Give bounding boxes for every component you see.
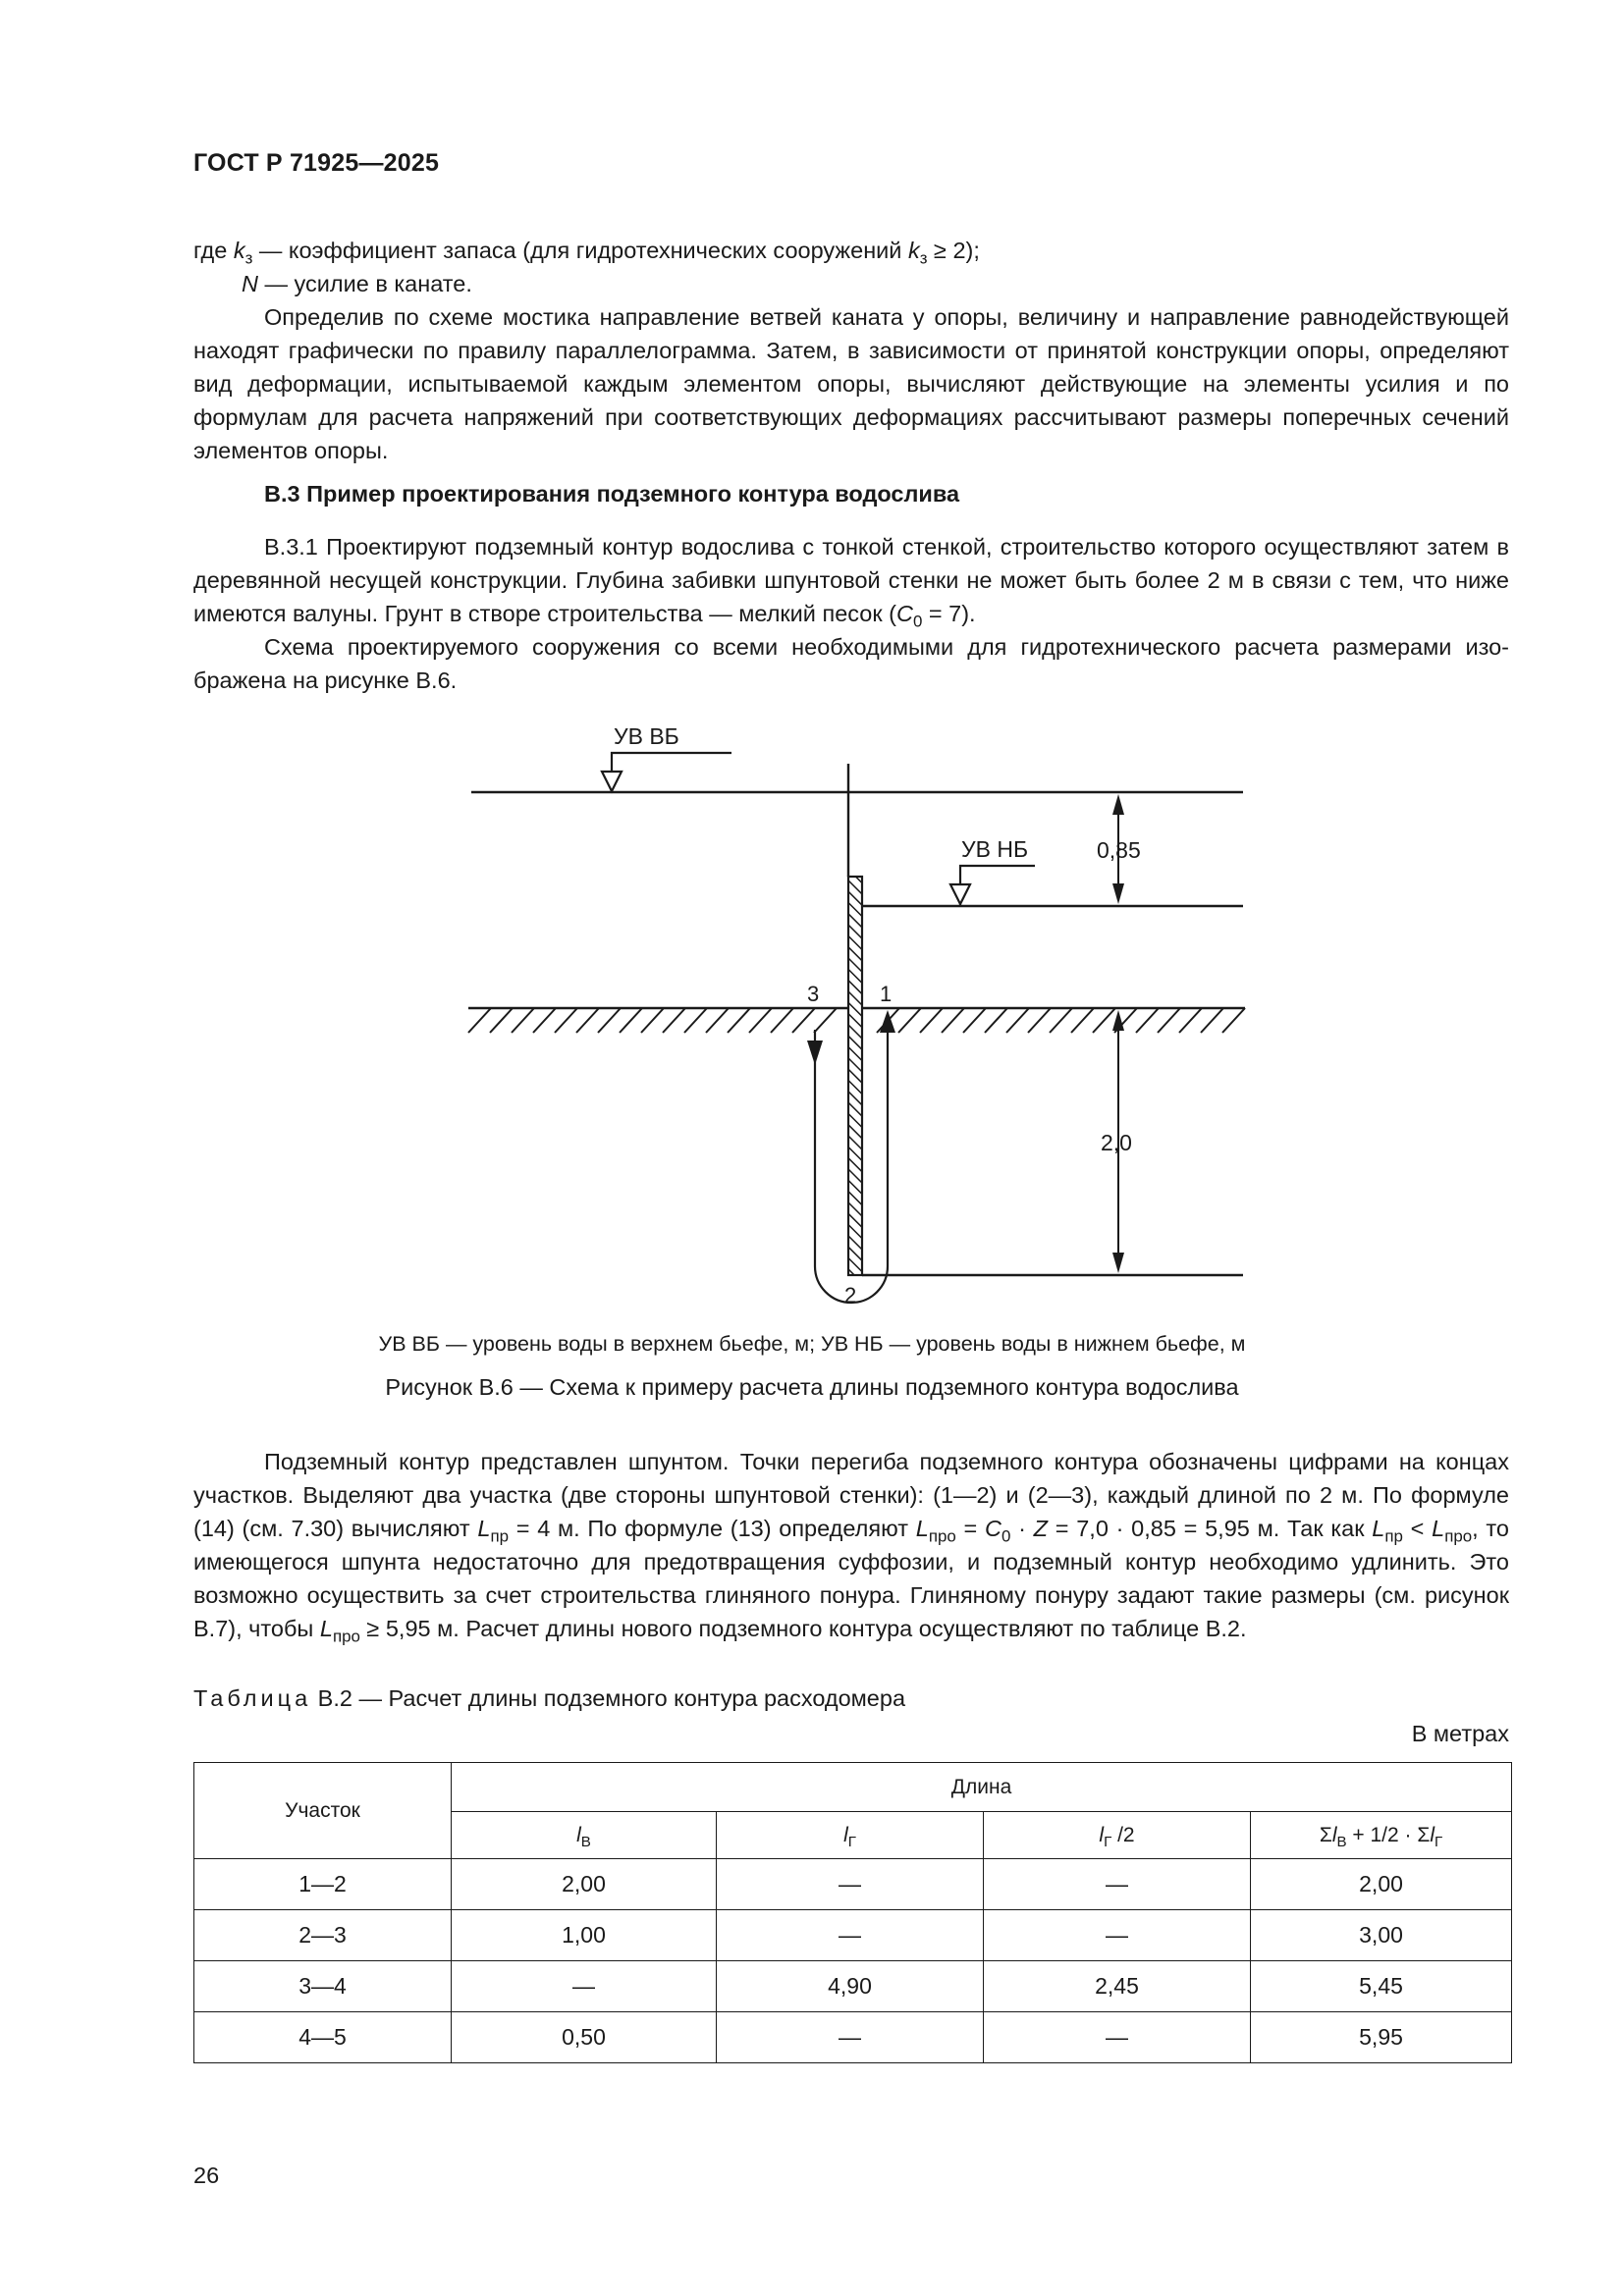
cell-section: 3—4 [194,1961,452,2012]
header-lg-sym: l [843,1823,848,1846]
cell-sum: 3,00 [1251,1910,1512,1961]
header-sum-sub: Г [1435,1833,1443,1850]
upper-water-marker-icon [602,772,622,791]
header-section: Участок [194,1763,452,1859]
p2-symbol-c-sub: 0 [912,612,923,631]
table-title-rest: В.2 — Расчет длины подземного контура расходомера [311,1685,906,1711]
p4-sub-pr: пр [490,1526,509,1546]
point-label-1: 1 [880,982,893,1006]
p4-part: , то имеющегося шпунта недостаточно для предотвращения суффозии, и подземный контур необходимо удлинить. Это возможно осуществить за счет строительства глиняного понура. Глиняному понуру задают такие размеры (см. рисунок В.7), чтобы [193,1516,1509,1641]
cell-section: 4—5 [194,2012,452,2063]
header-sum [1251,1812,1512,1859]
page-number: 26 [193,2163,220,2188]
dimension-arrow-bottom [1112,883,1124,904]
p4-sub-0: 0 [1001,1526,1011,1546]
p2-after: = 7). [922,601,976,626]
symbol-k-sub: з [244,248,253,268]
figure-legend: УВ ВБ — уровень воды в верхнем бьефе, м; УВ НБ — уровень воды в нижнем бьефе, м [378,1332,1246,1356]
table-unit: В метрах [1411,1721,1509,1746]
p4-symbol-l: L [477,1516,491,1541]
definition-text: усилие в канате. [294,271,472,296]
p4-part: = 7,0 · 0,85 = 5,95 м. Так как [1048,1516,1373,1541]
p4-part: < [1402,1516,1433,1541]
definitions-lead: где [193,238,228,263]
header-lv-sub: В [580,1833,591,1850]
symbol-n: N [242,271,258,296]
cell-lg: — [717,1910,984,1961]
point-label-2: 2 [844,1283,857,1308]
p4-part: = [955,1516,985,1541]
p2-symbol-c: C [895,601,913,626]
p4-sub-pro: про [928,1526,956,1546]
p4-part: = 4 м. По формуле (13) определяют [509,1516,916,1541]
p4-part: · [1010,1516,1034,1541]
paragraph-4-text [193,1445,1509,1645]
cell-lv: — [452,1961,717,2012]
document-header: ГОСТ Р 71925—2025 [193,149,440,177]
inline-symbol-k-sub: з [919,248,928,268]
section-heading: В.3 Пример проектирования подземного контура водослива [264,481,960,507]
table-row [194,1859,1512,1910]
p4-sub-pro: про [332,1627,360,1646]
p4-sub-pro: про [1444,1526,1473,1546]
upper-water-marker-line [612,753,731,791]
cell-lg-half: — [984,2012,1251,2063]
p4-symbol-z: Z [1033,1516,1049,1541]
dimension-arrow-top [1112,794,1124,815]
definition-text-tail: ≥ 2); [927,238,980,263]
table-row [194,1910,1512,1961]
cell-sum: 5,95 [1251,2012,1512,2063]
dimension-arrow-top [1112,1010,1124,1031]
cell-lg: 4,90 [717,1961,984,2012]
table-title [193,1685,905,1712]
cell-lv: 2,00 [452,1859,717,1910]
dimension-arrow-bottom [1112,1253,1124,1273]
header-sum-l: l [1430,1823,1435,1846]
header-length-group: Длина [452,1763,1512,1812]
cell-sum: 5,45 [1251,1961,1512,2012]
header-sum-sub: В [1336,1833,1347,1850]
lower-water-marker-icon [950,884,970,904]
upper-water-label: УВ ВБ [614,723,679,749]
p2-before: В.3.1 Проектируют подземный контур водослива с тонкой стенкой, строительство которого осуществляют затем в деревянной несущей конструкции. Глубина забивки шпунтовой стенки не может быть более 2 м в связи с тем, что ниже имеются валуны. Грунт в створе строительства — мелкий песок ( [193,534,1509,626]
p4-symbol-c: C [984,1516,1001,1541]
table-title-word: Таблица [193,1685,312,1711]
contour-arrow-up [880,1010,895,1033]
paragraph-4 [193,1445,1509,1645]
paragraph-3-text: Схема проектируемого сооружения со всеми необходимыми для гидротехнического расчета размерами изображена на рисунке В.6. [193,634,1509,693]
header-lg-sub: Г [1104,1833,1112,1850]
cell-lg: — [717,2012,984,2063]
p4-symbol-l: L [915,1516,929,1541]
p4-symbol-l: L [319,1616,333,1641]
definition-dash: — [264,271,289,296]
header-lv [452,1812,717,1859]
dimension-label-20: 2,0 [1101,1130,1132,1155]
point-label-3: 3 [807,982,820,1006]
lower-water-label: УВ НБ [961,836,1029,862]
cell-section: 1—2 [194,1859,452,1910]
header-lg-sym: l [1099,1823,1105,1846]
symbol-k: k [233,238,245,263]
header-sum-sigma: Σ [1319,1823,1332,1846]
dimension-label-085: 0,85 [1097,837,1141,863]
cell-lg-half: — [984,1910,1251,1961]
p4-symbol-l: L [1432,1516,1445,1541]
table-row [194,2012,1512,2063]
header-lg-half [984,1812,1251,1859]
cell-lv: 0,50 [452,2012,717,2063]
p4-sub-pr: пр [1384,1526,1403,1546]
definition-text: коэффициент запаса (для гидротехнических сооружений [288,238,908,263]
figure-caption: Рисунок В.6 — Схема к примеру расчета длины подземного контура водослива [385,1374,1239,1400]
paragraph-1-text: Определив по схеме мостика направление ветвей каната у опоры, величину и направление равнодействующей находят графически по правилу параллелограмма. Затем, в зависимости от принятой конструкции опоры, определяют вид деформации, испытываемой каждым элементом опоры, вычисляют действующие на элементы усилия и по формулам для расчета напряжений при соответствующих деформациях рассчитывают размеры поперечных сечений элементов опоры. [193,304,1509,463]
header-sum-l: l [1331,1823,1337,1846]
p4-symbol-l: L [1372,1516,1385,1541]
cell-lg-half: — [984,1859,1251,1910]
header-sum-mid: + 1/2 · Σ [1346,1823,1431,1846]
cell-lg-half: 2,45 [984,1961,1251,2012]
length-table [193,1762,1512,2063]
definition-dash: — [258,238,283,263]
header-lg-sub: Г [847,1833,856,1850]
inline-symbol-k: k [907,238,920,263]
header-lv-sym: l [576,1823,581,1846]
cell-section: 2—3 [194,1910,452,1961]
contour-arrow-down [807,1041,823,1065]
header-lg-tail: /2 [1111,1823,1135,1846]
cell-sum: 2,00 [1251,1859,1512,1910]
cell-lv: 1,00 [452,1910,717,1961]
lower-water-marker-line [960,866,1035,905]
header-lg [717,1812,984,1859]
p4-part: Подземный контур представлен шпунтом. Точки перегиба подземного контура обозначены цифрами на концах участков. Выделяют два участка (две стороны шпунтовой стенки): (1—2) и (2—3), каждый длиной по 2 м. По формуле (14) (см. 7.30) вычисляют [193,1449,1509,1541]
cell-lg: — [717,1859,984,1910]
p4-part: ≥ 5,95 м. Расчет длины нового подземного контура осуществляют по таблице В.2. [359,1616,1247,1641]
table-row [194,1961,1512,2012]
sheet-pile-wall [848,877,862,1275]
